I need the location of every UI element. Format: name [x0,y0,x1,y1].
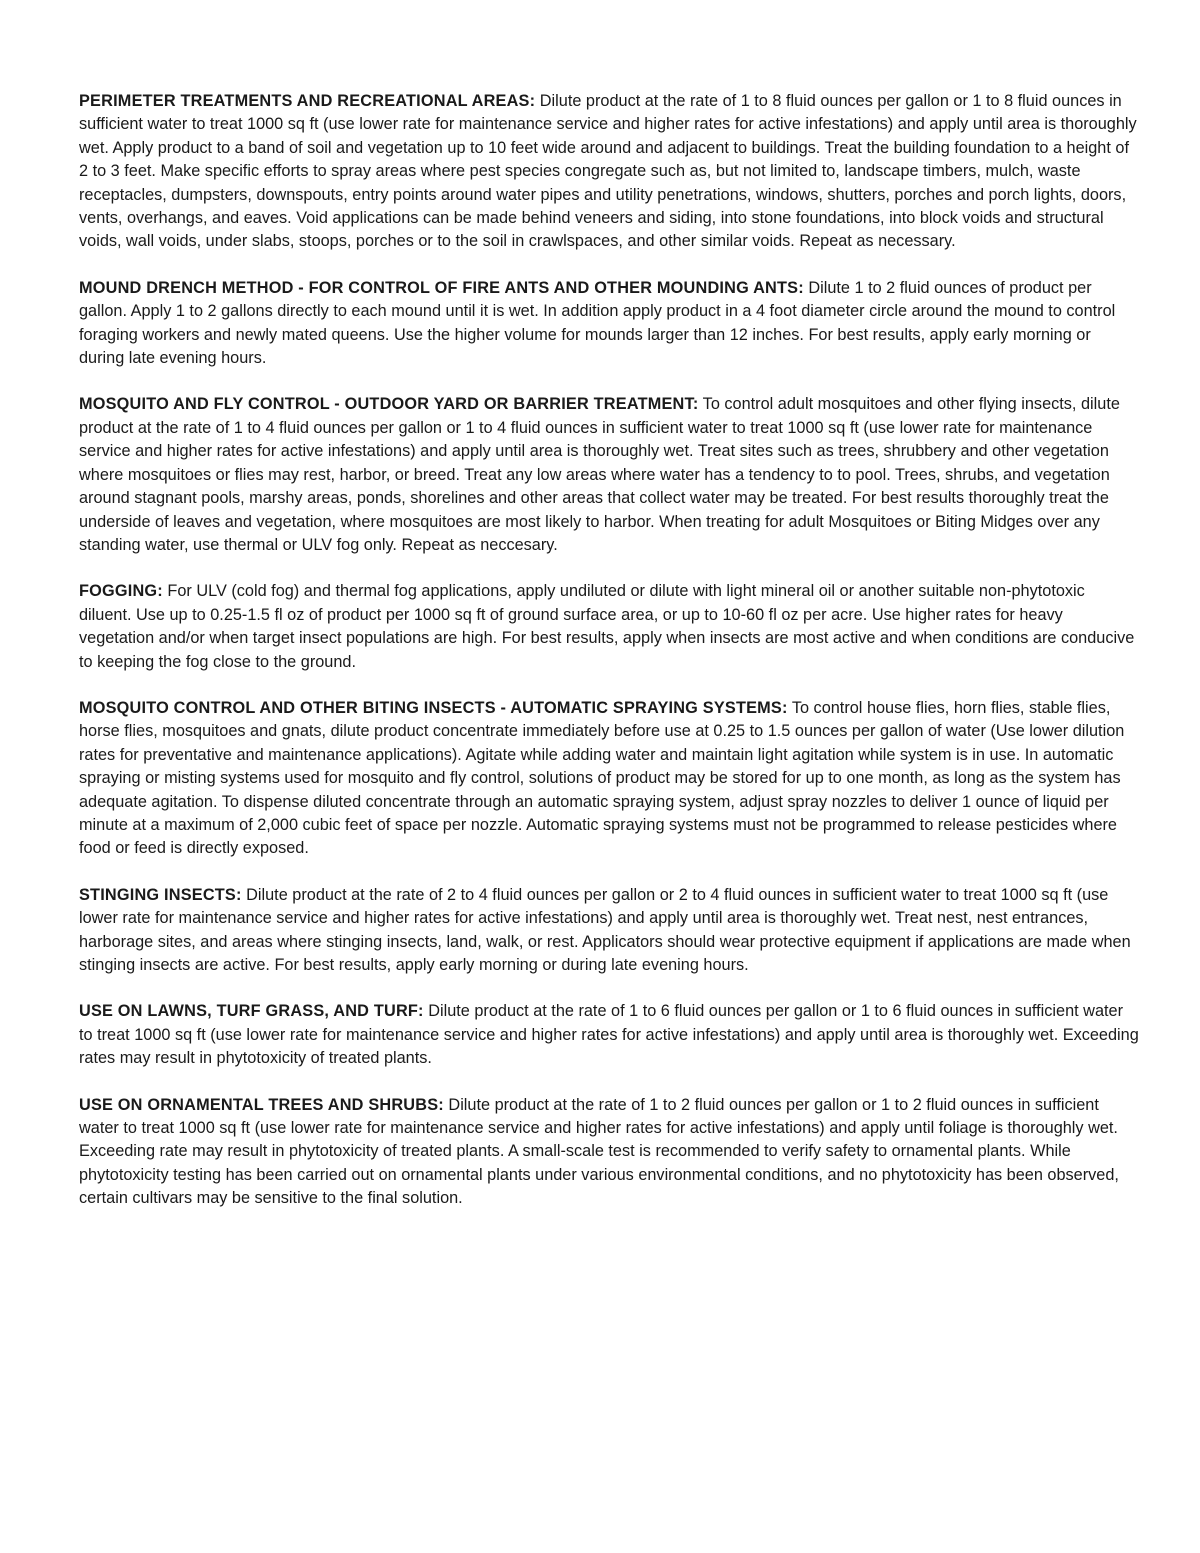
section-body: For ULV (cold fog) and thermal fog applications, apply undiluted or dilute with light mineral oil or another suitable non-phytotoxic diluent. Use up to 0.25-1.5 fl oz of product per 1000 sq ft of ground surface area, or up to 10-60 fl oz per acre. Use higher rates for heavy vegetation and/or when target insect populations are high. For best results, apply when insects are most active and when conditions are conducive to keeping the fog close to the ground. [79,582,1135,671]
section-perimeter-treatments [79,90,1139,254]
section-body: Dilute product at the rate of 1 to 6 fluid ounces per gallon or 1 to 6 fluid ounces in sufficient water to treat 1000 sq ft (use lower rate for maintenance service and higher rates for active infestations) and apply until area is thoroughly wet. Exceeding rates may result in phytotoxicity of treated plants. [79,1002,1139,1068]
label-directions-page [79,90,1139,1234]
section-body: To control adult mosquitoes and other flying insects, dilute product at the rate of 1 to 4 fluid ounces per gallon or 1 to 4 fluid ounces in sufficient water to treat 1000 sq ft (use lower rate for maintenance service and higher rates for active infestations) and apply until area is thoroughly wet. Treat sites such as trees, shrubbery and other vegetation where mosquitoes or flies may rest, harbor, or breed. Treat any low areas where water has a tendency to to pool. Trees, shrubs, and vegetation around stagnant pools, marshy areas, ponds, shorelines and other areas that collect water may be treated. For best results thoroughly treat the underside of leaves and vegetation, where mosquitoes are most likely to harbor. When treating for adult Mosquitoes or Biting Midges over any standing water, use thermal or ULV fog only. Repeat as neccesary. [79,395,1120,554]
section-stinging-insects [79,884,1139,978]
section-heading: FOGGING: [79,582,163,601]
section-mosquito-fly-control [79,393,1139,557]
section-heading: USE ON LAWNS, TURF GRASS, AND TURF: [79,1002,424,1021]
section-lawns-turf [79,1000,1139,1070]
section-heading: USE ON ORNAMENTAL TREES AND SHRUBS: [79,1095,444,1114]
section-heading: PERIMETER TREATMENTS AND RECREATIONAL AREAS: [79,92,536,110]
section-body: Dilute product at the rate of 1 to 2 fluid ounces per gallon or 1 to 2 fluid ounces in sufficient water to treat 1000 sq ft (use lower rate for maintenance service and higher rates for active infestations) and apply until foliage is thoroughly wet. Exceeding rate may result in phytotoxicity of treated plants. A small-scale test is recommended to verify safety to ornamental plants. While phytotoxicity testing has been carried out on ornamental plants under various environmental conditions, and no phytotoxicity has been observed, certain cultivars may be sensitive to the final solution. [79,1095,1119,1208]
section-heading: STINGING INSECTS: [79,885,242,904]
section-mound-drench [79,277,1139,371]
section-body: Dilute 1 to 2 fluid ounces of product per gallon. Apply 1 to 2 gallons directly to each mound until it is wet. In addition apply product in a 4 foot diameter circle around the mound to control foraging workers and newly mated queens. Use the higher volume for mounds larger than 12 inches. For best results, apply early morning or during late evening hours. [79,278,1116,368]
section-body: Dilute product at the rate of 2 to 4 fluid ounces per gallon or 2 to 4 fluid ounces in sufficient water to treat 1000 sq ft (use lower rate for maintenance service and higher rates for active infestations) and apply until area is thoroughly wet. Treat nest, nest entrances, harborage sites, and areas where stinging insects, land, walk, or rest. Applicators should wear protective equipment if applications are made when stinging insects are active. For best results, apply early morning or during late evening hours. [79,885,1131,974]
section-body: To control house flies, horn flies, stable flies, horse flies, mosquitoes and gnats, dilute product concentrate immediately before use at 0.25 to 1.5 ounces per gallon of water (Use lower dilution rates for preventative and maintenance applications). Agitate while adding water and maintain light agitation while system is in use. In automatic spraying or misting systems used for mosquito and fly control, solutions of product may be stored for up to one month, as long as the system has adequate agitation. To dispense diluted concentrate through an automatic spraying system, adjust spray nozzles to deliver 1 ounce of liquid per minute at a maximum of 2,000 cubic feet of space per nozzle. Automatic spraying systems must not be programmed to release pesticides where food or feed is directly exposed. [79,698,1125,858]
section-automatic-spraying [79,697,1139,861]
section-heading: MOSQUITO AND FLY CONTROL - OUTDOOR YARD OR BARRIER TREATMENT: [79,395,699,414]
section-heading: MOUND DRENCH METHOD - FOR CONTROL OF FIRE ANTS AND OTHER MOUNDING ANTS: [79,278,804,297]
section-heading: MOSQUITO CONTROL AND OTHER BITING INSECTS - AUTOMATIC SPRAYING SYSTEMS: [79,698,788,717]
section-body: Dilute product at the rate of 1 to 8 fluid ounces per gallon or 1 to 8 fluid ounces in sufficient water to treat 1000 sq ft (use lower rate for maintenance service and higher rates for active infestations) and apply until area is thoroughly wet. Apply product to a band of soil and vegetation up to 10 feet wide around and adjacent to buildings. Treat the building foundation to a height of 2 to 3 feet. Make specific efforts to spray areas where pest species congregate such as, but not limited to, landscape timbers, mulch, waste receptacles, dumpsters, downspouts, entry points around water pipes and utility penetrations, windows, shutters, porches and porch lights, doors, vents, overhangs, and eaves. Void applications can be made behind veneers and siding, into stone foundations, into block voids and structural voids, wall voids, under slabs, stoops, porches or to the soil in crawlspaces, and other similar voids. Repeat as necessary. [79,92,1137,251]
section-ornamental-trees [79,1094,1139,1211]
section-fogging [79,580,1139,674]
